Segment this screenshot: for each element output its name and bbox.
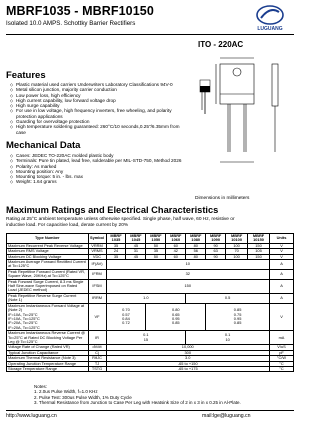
value-cell: 10 — [106, 260, 269, 270]
symbol-cell: VRMS — [88, 249, 106, 254]
param-cell: Maximum DC Blocking Voltage — [7, 254, 89, 259]
package-body-outline — [220, 64, 254, 104]
symbol-cell: IR — [88, 331, 106, 345]
param-cell: Peak Forward Surge Current, 8.3 ms Single Half Sine-wave Superimposed on Rated Load (JEDEC method) — [7, 279, 89, 293]
vf-value: 0.57 — [122, 311, 130, 317]
feature-item: ◇ Metal silicon junction, majority carrier conduction — [10, 87, 185, 92]
logo-text: LUGUANG — [257, 26, 283, 32]
unit-cell: pF — [269, 350, 293, 355]
param-cell: Maximum Average Forward Rectified Current at Tc=125°C — [7, 260, 89, 270]
mechanical-list — [10, 153, 185, 185]
vf-value: 0.95 — [172, 315, 180, 321]
value-cell: 90 — [206, 254, 226, 259]
symbol-cell: TJ — [88, 361, 106, 366]
vf-value: 0.72 — [122, 320, 130, 326]
param-cell: Peak Repetitive Forward Current (Rated VR, Square Wave, 20KHz) at Tc=125°C — [7, 269, 89, 279]
param-cell: Maximum RMS Voltage — [7, 249, 89, 254]
vf-value: 0.65 — [172, 311, 180, 317]
value-cell: 50 — [146, 254, 166, 259]
symbol-cell: IFRM — [88, 269, 106, 279]
table-row-vf — [7, 303, 294, 330]
value-cell: 150 — [106, 279, 269, 293]
ir-value: 0.1 — [224, 332, 231, 338]
ratings-description: Rating at 25°C ambient temperature unless otherwise specified. Single phase, half wave, 60 Hz, resistive or inductive load. For capacitive load, derate current by 20% — [6, 217, 235, 228]
value-cell: 70 — [226, 249, 248, 254]
value-cell: 90 — [206, 243, 226, 248]
symbol-cell: IF(AV) — [88, 260, 106, 270]
mounting-hole — [233, 68, 241, 76]
value-cell: 150 — [248, 243, 270, 248]
param-cell: Peak Repetitive Reverse Surge Current (Note 1) — [7, 293, 89, 303]
value-cell: 105 — [248, 249, 270, 254]
vf-condition: IF=10A, Tc=125°C — [8, 315, 40, 321]
value-cell: 3.0 — [106, 356, 269, 361]
symbol-cell: IFSM — [88, 279, 106, 293]
dimensions-note: Dimensions in millimeters — [195, 196, 250, 201]
vf-value: 0.95 — [233, 315, 242, 321]
value-cell: 56 — [186, 249, 206, 254]
feature-item: ◇ High temperature soldering guaranteed: 260°C/10 seconds,0.25"/6.35mm from case — [10, 124, 185, 135]
value-cell: 80 — [186, 254, 206, 259]
column-header: Units — [269, 234, 293, 244]
mechanical-item: ◇ Cases: JEDEC TO-220AC molded plastic body — [10, 153, 185, 158]
value-cell: -65 to +150 — [106, 361, 269, 366]
value-cell: 63 — [206, 249, 226, 254]
ratings-table — [6, 233, 294, 372]
value-cell — [206, 303, 270, 330]
mechanical-item: ◇ Terminals: Pure tin plated, lead free, solderable per MIL-STD-750, Method 2026 — [10, 158, 185, 163]
value-cell — [146, 303, 206, 330]
value-cell: 150 — [248, 254, 270, 259]
value-cell — [106, 303, 146, 330]
vf-condition: IF=10A, Tc=25°C — [8, 311, 38, 317]
value-cell — [186, 331, 270, 345]
vf-value: 0.75 — [233, 311, 242, 317]
column-header: MBRF 10100 — [226, 234, 248, 244]
param-cell: Typical Junction Capacitance — [7, 350, 89, 355]
vf-value: 0.85 — [233, 320, 242, 326]
table-row — [7, 279, 294, 293]
value-cell — [106, 331, 186, 345]
column-header: Type Number — [7, 234, 89, 244]
vf-condition: IF=20A, Tc=25°C — [8, 320, 38, 326]
ratings-heading: Maximum Ratings and Electrical Characteristics — [6, 205, 219, 215]
value-cell: 60 — [166, 254, 186, 259]
note-item: 1. 2.0us Pulse Width, f=1.0 KHz — [34, 389, 98, 395]
ir-value: 10 — [225, 336, 230, 342]
unit-cell: A — [269, 293, 293, 303]
param-cell: Maximum Recurrent Peak Reverse Voltage — [7, 243, 89, 248]
unit-cell: V — [269, 249, 293, 254]
mechanical-heading: Mechanical Data — [6, 140, 81, 151]
package-side-outline — [272, 64, 278, 106]
value-cell: 32 — [106, 269, 269, 279]
vf-param-label: Maximum Instantaneous Forward Voltage at (Note 2) — [8, 302, 85, 313]
value-cell: 100 — [226, 243, 248, 248]
value-cell: 50 — [146, 243, 166, 248]
feature-item: ◇ High current capability, low forward voltage drop — [10, 98, 185, 103]
ir-value: 15 — [143, 336, 149, 342]
vf-value: 0.85 — [172, 320, 180, 326]
notes-block — [34, 384, 294, 406]
table-header-row — [7, 234, 294, 244]
column-header: MBRF 10150 — [248, 234, 270, 244]
symbol-cell: TSTG — [88, 366, 106, 371]
symbol-cell: Cj — [88, 350, 106, 355]
unit-cell: V — [269, 254, 293, 259]
column-header: MBRF 1090 — [206, 234, 226, 244]
unit-cell: °C/W — [269, 356, 293, 361]
column-header: Symbol — [88, 234, 106, 244]
footer-email-link[interactable]: mail:lge@luguang.cn — [202, 413, 251, 419]
value-cell: 80 — [186, 243, 206, 248]
features-heading: Features — [6, 70, 46, 81]
value-cell: 10,000 — [106, 345, 269, 350]
unit-cell: A — [269, 269, 293, 279]
value-cell: 45 — [126, 254, 146, 259]
unit-cell: A — [269, 260, 293, 270]
value-cell: 300 — [106, 350, 269, 355]
table-row-ir — [7, 331, 294, 345]
value-cell: 35 — [146, 249, 166, 254]
unit-cell: °C — [269, 366, 293, 371]
mechanical-item: ◇ Mounting torque: 5 in. - lbs. max — [10, 174, 185, 179]
value-cell: 45 — [126, 243, 146, 248]
note-item: 3. Thermal Resistance from Junction to Case Per Leg with Heatsink Size of 2 in x 3 in x 0.25 in Al-Plate. — [34, 400, 241, 406]
vf-value: 0.80 — [172, 307, 180, 313]
company-logo — [246, 4, 294, 32]
param-cell — [7, 303, 89, 330]
column-header: MBRF 1060 — [166, 234, 186, 244]
value-cell: 100 — [226, 254, 248, 259]
column-header: MBRF 1035 — [106, 234, 126, 244]
mechanical-item: ◇ Weight: 1.64 grams — [10, 179, 185, 184]
vf-value: 0.84 — [122, 315, 130, 321]
unit-cell: °C — [269, 361, 293, 366]
param-cell: Operating Junction Temperature Range — [7, 361, 89, 366]
column-header: MBRF 1080 — [186, 234, 206, 244]
feature-item: ◇ Low power loss, high efficiency — [10, 93, 185, 98]
vf-value: 0.70 — [122, 307, 130, 313]
mechanical-item: ◇ Polarity: As marked — [10, 164, 185, 169]
value-cell: 35 — [106, 243, 126, 248]
table-row — [7, 366, 294, 371]
table-row — [7, 269, 294, 279]
value-cell: 60 — [166, 243, 186, 248]
param-cell: Maximum Instantaneous Reverse Current @ Tc=25°C at Rated DC Blocking Voltage Per Leg @ Tc=125°C — [7, 331, 89, 345]
symbol-cell: dV/dt — [88, 345, 106, 350]
param-cell: Maximum Thermal Resistance (Note 3) — [7, 356, 89, 361]
unit-cell: V/uS — [269, 345, 293, 350]
package-label: ITO - 220AC — [198, 40, 244, 49]
footer-divider — [6, 410, 294, 411]
table-row — [7, 260, 294, 270]
unit-cell: A — [269, 279, 293, 293]
table-row — [7, 293, 294, 303]
symbol-cell: RθJC — [88, 356, 106, 361]
note-item: 2. Pulse Test: 300us Pulse Width, 1% Duty Cycle — [34, 394, 132, 400]
notes-label: Notes: — [34, 384, 48, 389]
symbol-cell: VRRM — [88, 243, 106, 248]
vf-condition: IF=20A, Tc=125°C — [8, 324, 40, 330]
column-header: MBRF 1050 — [146, 234, 166, 244]
header-divider — [6, 34, 294, 35]
unit-cell: V — [269, 303, 293, 330]
vf-value: 0.85 — [233, 307, 242, 313]
value-cell: 42 — [166, 249, 186, 254]
page-title: MBRF1035 - MBRF10150 — [6, 4, 154, 18]
features-list — [10, 82, 185, 135]
unit-cell: mA — [269, 331, 293, 345]
page-subtitle: Isolated 10.0 AMPS. Schottky Barrier Rectifiers — [6, 20, 136, 27]
value-cell: 31 — [126, 249, 146, 254]
feature-item: ◇ Plastic material used carriers Underwriters Laboratory Classifications 94V-0 — [10, 82, 185, 87]
feature-item: ◇ Guarding for overvoltage protection — [10, 119, 185, 124]
ir-value: 0.1 — [143, 332, 149, 338]
param-cell: Storage Temperature Range — [7, 366, 89, 371]
package-drawing — [190, 52, 295, 192]
unit-cell: V — [269, 243, 293, 248]
footer-website-link[interactable]: http://www.luguang.cn — [6, 413, 57, 419]
value-cell: 35 — [106, 254, 126, 259]
value-cell: -65 to +175 — [106, 366, 269, 371]
feature-item: ◇ For use in low voltage, high frequency inverters, free wheeling, and polarity protection applications — [10, 108, 185, 119]
value-cell: 1.0 — [106, 293, 186, 303]
param-cell: Voltage Rate of Change (Rated VR) — [7, 345, 89, 350]
value-cell: 24 — [106, 249, 126, 254]
column-header: MBRF 1045 — [126, 234, 146, 244]
symbol-cell: VF — [88, 303, 106, 330]
value-cell: 0.5 — [186, 293, 270, 303]
symbol-cell: IRRM — [88, 293, 106, 303]
symbol-cell: VDC — [88, 254, 106, 259]
feature-item: ◇ High surge capability — [10, 103, 185, 108]
mechanical-item: ◇ Mounting position: Any — [10, 169, 185, 174]
